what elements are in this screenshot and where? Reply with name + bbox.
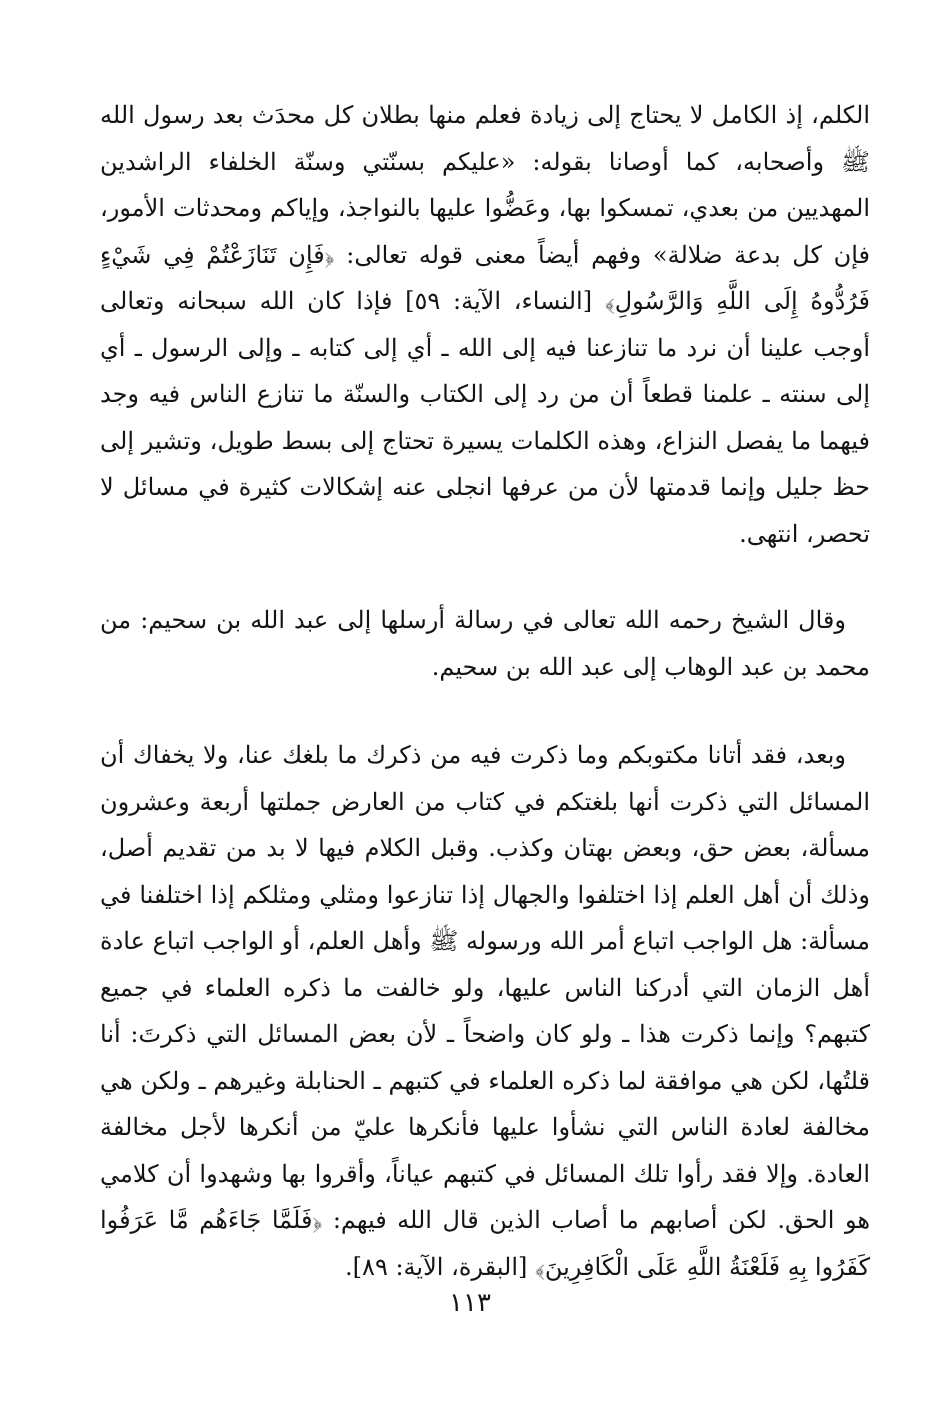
body-paragraph-1: الكلم، إذ الكامل لا يحتاج إلى زيادة فعلم منها بطلان كل محدَث بعد رسول الله ﷺ وأصحابه، كما أوصانا بقوله: «عليكم بسنّتي وسنّة الخلفاء الراشدين المهديين من بعدي، تمسكوا بها، وعَضُّوا عليها بالنواجذ، وإياكم ومحدثات الأمور، فإن كل بدعة ضلالة» وفهم أيضاً معنى قوله تعالى: ﴿فَإِن تَنَازَعْتُمْ فِي شَيْءٍ فَرُدُّوهُ إِلَى اللَّهِ وَالرَّسُولِ﴾ [النساء، الآية: ٥٩] فإذا كان الله سبحانه وتعالى أوجب علينا أن نرد ما تنازعنا فيه إلى الله ـ أي إلى كتابه ـ وإلى الرسول ـ أي إلى سنته ـ علمنا قطعاً أن من رد إلى الكتاب والسنّة ما تنازع الناس فيه وجد فيهما ما يفصل النزاع، وهذه الكلمات يسيرة تحتاج إلى بسط طويل، وتشير إلى حظ جليل وإنما قدمتها لأن من عرفها انجلى عنه إشكالات كثيرة في مسائل لا تحصر، انتهى. <box>100 101 870 548</box>
body-paragraph-2: وقال الشيخ رحمه الله تعالى في رسالة أرسلها إلى عبد الله بن سحيم: من محمد بن عبد الوهاب إلى عبد الله بن سحيم. <box>100 606 870 681</box>
document-page <box>100 92 870 1290</box>
page-number: ١١٣ <box>449 1288 491 1318</box>
body-paragraph-3: وبعد، فقد أتانا مكتوبكم وما ذكرت فيه من ذكرك ما بلغك عنا، ولا يخفاك أن المسائل التي ذكرت أنها بلغتكم في كتاب من العارض جملتها أربعة وعشرون مسألة، بعض حق، وبعض بهتان وكذب. وقبل الكلام فيها لا بد من تقديم أصل، وذلك أن أهل العلم إذا اختلفوا والجهال إذا تنازعوا ومثلي ومثلكم إذا اختلفنا في مسألة: هل الواجب اتباع أمر الله ورسوله ﷺ وأهل العلم، أو الواجب اتباع عادة أهل الزمان التي أدركنا الناس عليها، ولو خالفت ما ذكره العلماء في جميع كتبهم؟ وإنما ذكرت هذا ـ ولو كان واضحاً ـ لأن بعض المسائل التي ذكرتَ: أنا قلتُها، لكن هي موافقة لما ذكره العلماء في كتبهم ـ الحنابلة وغيرهم ـ ولكن هي مخالفة لعادة الناس التي نشأوا عليها فأنكرها عليّ من أنكرها لأجل مخالفة العادة. وإلا فقد رأوا تلك المسائل في كتبهم عياناً، وأقروا بها وشهدوا أن كلامي هو الحق. لكن أصابهم ما أصاب الذين قال الله فيهم: ﴿فَلَمَّا جَاءَهُم مَّا عَرَفُوا كَفَرُوا بِهِ فَلَعْنَةُ اللَّهِ عَلَى الْكَافِرِينَ﴾ [البقرة، الآية: ٨٩]. <box>100 741 871 1281</box>
